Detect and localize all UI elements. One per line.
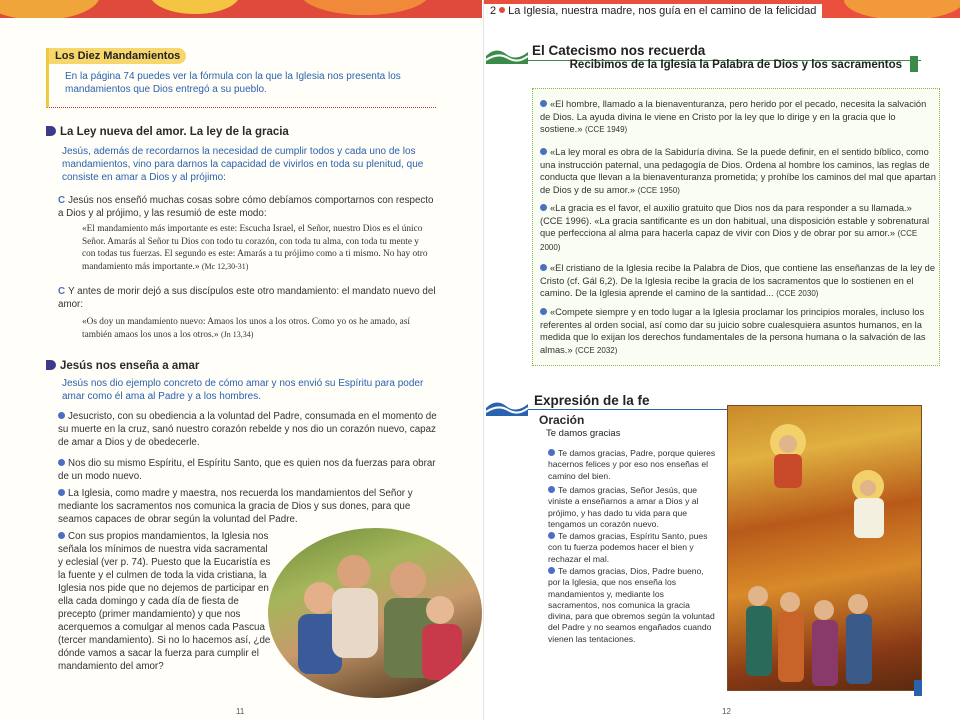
c-bullet-icon: C <box>58 286 66 297</box>
catecismo-item-4 <box>540 262 936 301</box>
cat-text-4: «El cristiano de la Iglesia recibe la Palabra de Dios, que contiene las enseñanzas de la ley de Cristo (cf. Gál 6,2). De la Iglesia recibe la gracia de los sacramentos que lo sostienen en el camino. De la Iglesia aprende el camino de la santidad... <box>540 263 936 298</box>
ensena-bullet-4 <box>58 530 274 673</box>
bullet-icon <box>540 308 547 315</box>
cat-ref-5: (CCE 2032) <box>575 345 618 355</box>
corner-mark-icon-2 <box>914 680 922 696</box>
wave-logo-icon-2 <box>486 396 528 416</box>
ensena-lead: Jesús nos dio ejemplo concreto de cómo amar y nos envió su Espíritu para poder amar como él ama al Padre y a los hombres. <box>62 378 424 402</box>
ensena-title-text: Jesús nos enseña a amar <box>60 360 200 372</box>
painting-illustration <box>728 406 923 692</box>
mandamientos-title: Los Diez Mandamientos <box>49 48 186 64</box>
ley-p2-text: Y antes de morir dejó a sus discípulos este otro mandamiento: el mandato nuevo del amor: <box>58 286 436 310</box>
ensena-bullet-3 <box>58 487 438 526</box>
header-dot-icon <box>499 7 505 13</box>
cat-ref-2: (CCE 1950) <box>637 185 680 195</box>
b3-text: La Iglesia, como madre y maestra, nos recuerda los mandamientos del Señor y mediante los sacramentos nos comunica la gracia de Dios y sus dones, para que seamos capaces de obrar según la voluntad del Padre. <box>58 488 413 525</box>
bullet-icon <box>548 486 555 493</box>
family-illustration <box>268 528 482 698</box>
family-photo <box>268 528 482 698</box>
catecismo-subtitle: Recibimos de la Iglesia la Palabra de Dios y los sacramentos <box>569 59 902 71</box>
bullet-icon <box>540 148 547 155</box>
wave-logo-icon <box>486 44 528 64</box>
bullet-icon <box>548 567 555 574</box>
ley-paragraph-2 <box>58 285 438 311</box>
section-marker-icon <box>46 126 56 136</box>
ensena-bullet-1 <box>58 410 438 449</box>
oracion-subtitle: Te damos gracias <box>546 428 621 439</box>
chapter-number: 2 <box>490 5 497 17</box>
right-page-number: 12 <box>722 707 731 716</box>
bullet-icon <box>540 204 547 211</box>
quote-1-ref: (Mc 12,30-31) <box>201 261 249 271</box>
cat-text-5: «Compete siempre y en todo lugar a la Iglesia proclamar los principios morales, incluso los referentes al orden social, así como dar su juicio sobre cualesquiera asuntos humanos, en la medida que lo exijan los derechos fundamentales de la persona humana o la salvación de las almas.» <box>540 307 926 355</box>
ley-quote-2 <box>82 316 432 341</box>
bullet-icon <box>540 100 547 107</box>
mandamientos-text: En la página 74 puedes ver la fórmula con la que la Iglesia nos presenta los mandamientos que Dios entregó a su pueblo. <box>65 71 401 95</box>
ley-quote-1 <box>82 223 432 273</box>
religious-painting <box>727 405 922 691</box>
cat-text-3: «La gracia es el favor, el auxilio gratuito que Dios nos da para responder a su llamada.» (CCE 1996). «La gracia santificante es un don habitual, una disposición estable y sobrenatural que perfecciona al alma para hacerla capaz de vivir con Dios y de obrar por su amor.» <box>540 203 930 238</box>
b4-text: Con sus propios mandamientos, la Iglesia nos señala los mínimos de nuestra vida sacramental y eclesial (ver p. 74). Puesto que la Eucaristía es la fuente y el culmen de toda la vida cristiana, la Iglesia nos pide que no dejemos de participar en ella cada domingo y cada día de fiesta de precepto (primer mandamiento) y que nos acerquemos a comulgar al menos cada Pascua (tercer mandamiento). Si no lo hacemos así, ¿de dónde vamos a sacar la fuerza para cumplir el mandamiento del amor? <box>58 531 271 672</box>
quote-2-ref: (Jn 13,34) <box>220 329 254 339</box>
right-page <box>483 0 960 720</box>
quote-2-text: «Os doy un mandamiento nuevo: Amaos los unos a los otros. Como yo os he amado, así también amaos los unos a los otros.» <box>82 317 410 340</box>
catecismo-item-1 <box>540 98 936 137</box>
cat-ref-1: (CCE 1949) <box>584 125 628 134</box>
expresion-title: Expresión de la fe <box>534 393 650 408</box>
ensena-bullet-2 <box>58 457 438 483</box>
header-text: La Iglesia, nuestra madre, nos guía en el camino de la felicidad <box>508 5 817 17</box>
running-header <box>484 4 822 19</box>
cat-ref-3: (CCE 2000) <box>540 229 918 252</box>
top-banner <box>0 0 482 18</box>
prayer-stanza-3 <box>548 531 716 565</box>
corner-mark-icon <box>910 56 918 72</box>
b1-text: Jesucristo, con su obediencia a la voluntad del Padre, consumada en el momento de su muerte en la cruz, sanó nuestro corazón rebelde y nos dio un corazón nuevo, capaz de amar a Dios y de obedecerle. <box>58 411 437 448</box>
section-marker-icon <box>46 360 56 370</box>
catecismo-title: El Catecismo nos recuerda <box>532 43 706 58</box>
bullet-icon <box>58 532 65 539</box>
ley-title <box>46 126 289 138</box>
bullet-icon <box>58 489 65 496</box>
bullet-icon <box>548 449 555 456</box>
catecismo-item-5 <box>540 306 936 357</box>
catecismo-item-2 <box>540 146 936 197</box>
bullet-icon <box>58 412 65 419</box>
ley-p1-text: Jesús nos enseñó muchas cosas sobre cómo debíamos comportarnos con respecto a Dios y al prójimo, y las resumió de este modo: <box>58 195 434 219</box>
oracion-title: Oración <box>539 413 585 427</box>
stanza-1-text: Te damos gracias, Padre, porque quieres hacernos felices y por eso nos enseñas el camino del bien. <box>548 448 716 481</box>
catecismo-item-3 <box>540 202 936 254</box>
bullet-icon <box>540 264 547 271</box>
prayer-stanza-2 <box>548 485 716 530</box>
ensena-title <box>46 360 199 372</box>
bullet-icon <box>548 532 555 539</box>
ley-paragraph-1 <box>58 194 438 220</box>
c-bullet-icon: C <box>58 195 66 206</box>
ley-lead: Jesús, además de recordarnos la necesidad de cumplir todos y cada uno de los mandamientos, vino para darnos la capacidad de vivirlos en toda su plenitud, que consiste en amar a Dios y al prójimo: <box>62 146 424 183</box>
bullet-icon <box>58 459 65 466</box>
cat-text-2: «La ley moral es obra de la Sabiduría divina. Se la puede definir, en el sentido bíblico, como una instrucción paternal, una pedagogía de Dios. Ordena al hombre los caminos, las reglas de conducta que llevan a la bienaventuranza prometida; y prohíbe los caminos del mal que apartan de Dios y de su amor.» <box>540 147 936 195</box>
prayer-stanza-4 <box>548 566 716 645</box>
left-page-number: 11 <box>236 707 245 716</box>
stanza-4-text: Te damos gracias, Dios, Padre bueno, por la Iglesia, que nos enseña los mandamientos y, mediante los sacramentos, nos comunica la gracia divina, para que obremos según la voluntad del Padre y no seamos engañados cuando vienen las tentaciones. <box>548 566 715 644</box>
ley-title-text: La Ley nueva del amor. La ley de la gracia <box>60 126 289 138</box>
cat-text-1: «El hombre, llamado a la bienaventuranza, pero herido por el pecado, necesita la salvación de Dios. La ayuda divina le viene en Cristo por la ley que lo dirige y en la gracia que lo sostiene.» <box>540 99 927 134</box>
mandamientos-box <box>46 48 436 108</box>
prayer-stanza-1 <box>548 448 716 482</box>
stanza-3-text: Te damos gracias, Espíritu Santo, pues con tu fuerza podemos hacer el bien y rechazar el mal. <box>548 531 708 564</box>
quote-1-text: «El mandamiento más importante es este: Escucha Israel, el Señor, nuestro Dios es el único Señor. Amarás al Señor tu Dios con todo tu corazón, con toda tu alma, con toda tu mente y con todas tus fuerzas. El segundo es este: Amarás a tu prójimo como a ti mismo. No hay otro mandamiento más importante.» <box>82 224 428 272</box>
stanza-2-text: Te damos gracias, Señor Jesús, que viniste a enseñarnos a amar a Dios y al prójimo, y has dado tu vida para que tengamos un corazón nuevo. <box>548 485 699 529</box>
cat-ref-4: (CCE 2030) <box>776 289 819 298</box>
b2-text: Nos dio su mismo Espíritu, el Espíritu Santo, que es quien nos da fuerzas para obrar de un modo nuevo. <box>58 458 436 482</box>
